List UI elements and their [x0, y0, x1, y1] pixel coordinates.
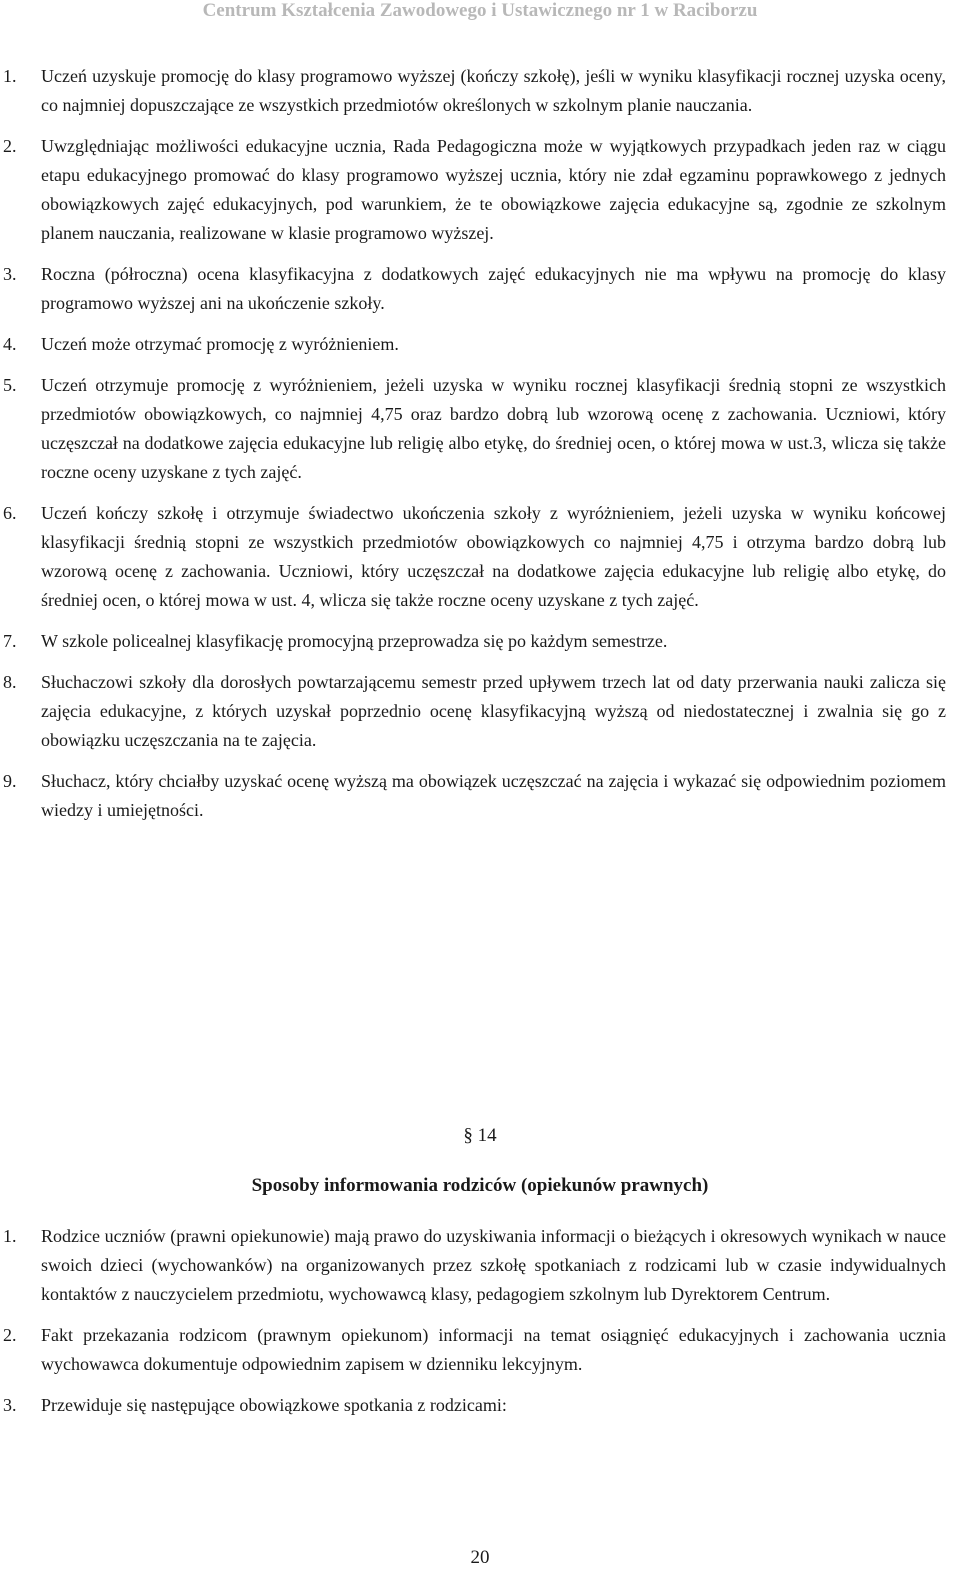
list-item [0, 668, 960, 755]
list-item-text: Roczna (półroczna) ocena klasyfikacyjna z dodatkowych zajęć edukacyjnych nie ma wpływu na promocję do klasy programowo wyższej ani na ukończenie szkoły. [41, 264, 946, 313]
list-item-number: 9. [3, 771, 17, 791]
list-item [0, 330, 960, 359]
list-item-number: 5. [3, 375, 17, 395]
list-item [0, 1391, 960, 1420]
list-item [0, 260, 960, 318]
promotion-rules-list [0, 62, 960, 825]
list-item-text: Uczeń otrzymuje promocję z wyróżnieniem, jeżeli uzyska w wyniku rocznej klasyfikacji średnią stopni ze wszystkich przedmiotów obowiązkowych, co najmniej 4,75 oraz bardzo dobrą lub wzorową ocenę z zachowania. Uczniowi, który uczęszczał na dodatkowe zajęcia edukacyjne lub religię albo etykę, do średniej ocen, o której mowa w ust.3, wlicza się także roczne oceny uzyskane z tych zajęć. [41, 375, 946, 482]
list-item-number: 8. [3, 672, 17, 692]
section-sign: § 14 [463, 1125, 497, 1146]
list-item-number: 1. [3, 66, 17, 86]
list-item [0, 1321, 960, 1379]
list-item-text: Przewiduje się następujące obowiązkowe spotkania z rodzicami: [41, 1395, 507, 1415]
list-item [0, 767, 960, 825]
list-item-number: 7. [3, 631, 17, 651]
list-item-number: 4. [3, 334, 17, 354]
list-item-text: Fakt przekazania rodzicom (prawnym opiekunom) informacji na temat osiągnięć edukacyjnych i zachowania ucznia wychowawca dokumentuje odpowiednim zapisem w dzienniku lekcyjnym. [41, 1325, 946, 1374]
list-item-number: 2. [3, 136, 17, 156]
list-item-number: 3. [3, 1395, 17, 1415]
list-item [0, 132, 960, 248]
list-item-text: Rodzice uczniów (prawni opiekunowie) mają prawo do uzyskiwania informacji o bieżących i okresowych wynikach w nauce swoich dzieci (wychowanków) na organizowanych przez szkołę spotkaniach z rodzicami lub w czasie indywidualnych kontaktów z nauczycielem przedmiotu, wychowawcą klasy, pedagogiem szkolnym lub Dyrektorem Centrum. [41, 1226, 946, 1304]
list-item [0, 62, 960, 120]
list-item-text: Słuchaczowi szkoły dla dorosłych powtarzającemu semestr przed upływem trzech lat od daty przerwania nauki zalicza się zajęcia edukacyjne, z których uzyskał poprzednio ocenę klasyfikacyjną wyższą od niedostatecznej i zwalnia się go z obowiązku uczęszczania na te zajęcia. [41, 672, 946, 750]
list-item [0, 499, 960, 615]
parent-information-list [0, 1222, 960, 1420]
list-item-number: 6. [3, 503, 17, 523]
list-item-text: Słuchacz, który chciałby uzyskać ocenę wyższą ma obowiązek uczęszczać na zajęcia i wykazać się odpowiednim poziomem wiedzy i umiejętności. [41, 771, 946, 820]
list-item-text: Uwzględniając możliwości edukacyjne ucznia, Rada Pedagogiczna może w wyjątkowych przypadkach jeden raz w ciągu etapu edukacyjnego promować do klasy programowo wyższej ucznia, który nie zdał egzaminu poprawkowego z jednych obowiązkowych zajęć edukacyjnych, pod warunkiem, że te obowiązkowe zajęcia edukacyjne są, zgodnie ze szkolnym planem nauczania, realizowane w klasie programowo wyższej. [41, 136, 946, 243]
document-header: Centrum Kształcenia Zawodowego i Ustawicznego nr 1 w Raciborzu [202, 0, 758, 21]
list-item-text: Uczeń może otrzymać promocję z wyróżnieniem. [41, 334, 399, 354]
list-item [0, 627, 960, 656]
list-item-number: 1. [3, 1226, 17, 1246]
section-title: Sposoby informowania rodziców (opiekunów prawnych) [251, 1175, 709, 1196]
page-number: 20 [470, 1547, 490, 1568]
list-item-text: Uczeń uzyskuje promocję do klasy programowo wyższej (kończy szkołę), jeśli w wyniku klasyfikacji rocznej uzyska oceny, co najmniej dopuszczające ze wszystkich przedmiotów określonych w szkolnym planie nauczania. [41, 66, 946, 115]
list-item [0, 1222, 960, 1309]
list-item-number: 2. [3, 1325, 17, 1345]
list-item-text: W szkole policealnej klasyfikację promocyjną przeprowadza się po każdym semestrze. [41, 631, 668, 651]
list-item-number: 3. [3, 264, 17, 284]
list-item-text: Uczeń kończy szkołę i otrzymuje świadectwo ukończenia szkoły z wyróżnieniem, jeżeli uzyska w wyniku końcowej klasyfikacji średnią stopni ze wszystkich przedmiotów obowiązkowych co najmniej 4,75 i otrzyma bardzo dobrą lub wzorową ocenę z zachowania. Uczniowi, który uczęszczał na dodatkowe zajęcia edukacyjne lub religię albo etykę, do średniej ocen, o której mowa w ust. 4, wlicza się także roczne oceny uzyskane z tych zajęć. [41, 503, 946, 610]
list-item [0, 371, 960, 487]
